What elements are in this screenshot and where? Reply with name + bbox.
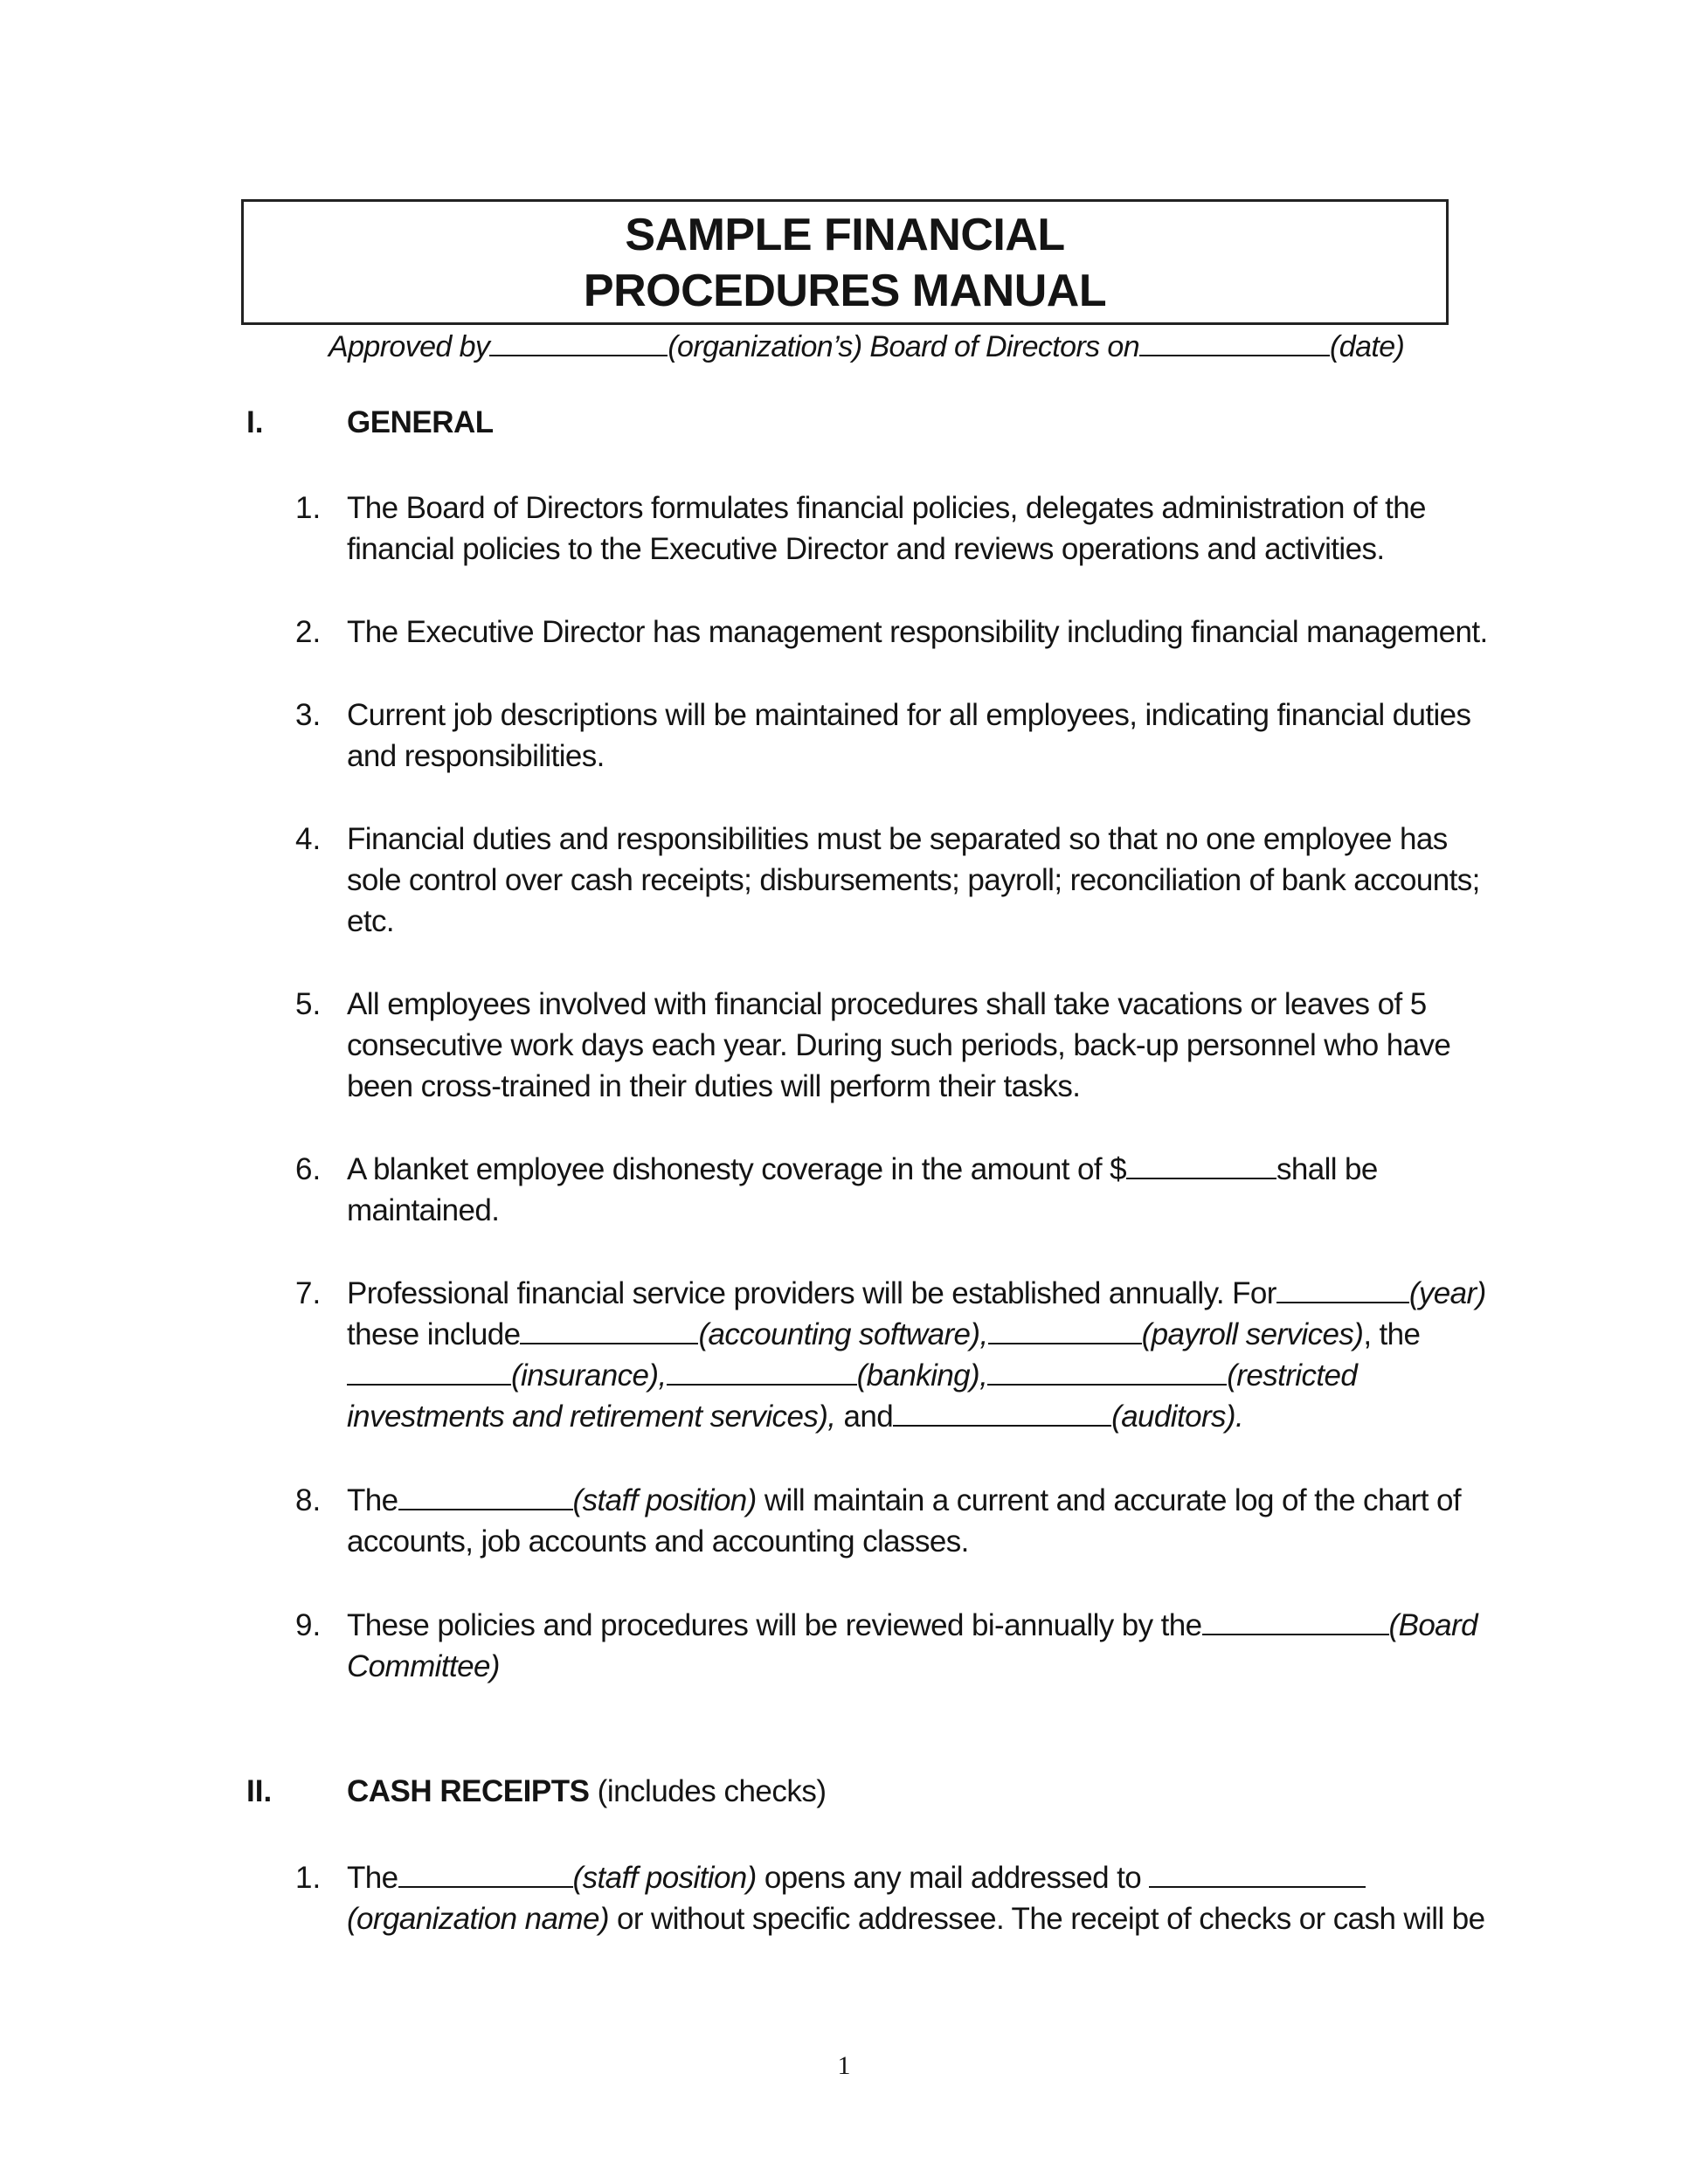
- payroll-services-blank: [988, 1317, 1142, 1344]
- item-2-text: [347, 612, 1488, 653]
- section-2-title: [347, 1773, 827, 1811]
- item-7-line-3: [347, 1355, 1448, 1396]
- staff-position-blank: [398, 1482, 573, 1510]
- banking-blank: [667, 1358, 857, 1386]
- date-label: (date): [1330, 330, 1405, 363]
- page-number: 1: [837, 2051, 851, 2080]
- item-3-number: 3.: [295, 698, 322, 732]
- item-3-line-1: Current job descriptions will be maintained for all employees, indicating financial duties: [347, 698, 1471, 732]
- item-4-number: 4.: [295, 822, 322, 856]
- item-1-line-2: financial policies to the Executive Director and reviews operations and activities.: [347, 532, 1385, 566]
- item-9-line-1: [347, 1605, 1477, 1646]
- title-line-1: SAMPLE FINANCIAL: [625, 210, 1065, 260]
- item-8-text-b: will maintain a current and accurate log of the chart of: [756, 1483, 1461, 1517]
- committee-label: Committee): [347, 1649, 500, 1683]
- item-1-number: 1.: [295, 491, 322, 525]
- item-7-number: 7.: [295, 1276, 322, 1310]
- payroll-services-label: (payroll services): [1141, 1317, 1364, 1351]
- restricted-investments-blank: [987, 1358, 1227, 1386]
- s2-item-1-text-b: opens any mail addressed to: [756, 1861, 1150, 1895]
- item-5-line-2: consecutive work days each year. During such periods, back-up personnel who have: [347, 1028, 1451, 1062]
- item-2-line-1: The Executive Director has management responsibility including financial management.: [347, 615, 1488, 649]
- auditors-label: (auditors).: [1111, 1400, 1244, 1434]
- item-9-text: [347, 1605, 1477, 1687]
- insurance-label: (insurance),: [511, 1358, 667, 1393]
- item-7-text-a: Professional financial service providers will be established annually. For: [347, 1276, 1276, 1310]
- item-6-text-b: shall be: [1276, 1152, 1378, 1186]
- accounting-software-blank: [520, 1317, 698, 1344]
- item-9-text-a: These policies and procedures will be reviewed bi-annually by the: [347, 1608, 1202, 1642]
- item-8-number: 8.: [295, 1483, 322, 1517]
- item-7-line-4: [347, 1396, 1448, 1437]
- section-2-number: II.: [246, 1774, 273, 1808]
- item-6-text: [347, 1149, 1448, 1231]
- item-1-text: [347, 487, 1448, 570]
- s2-staff-position-label: (staff position): [572, 1861, 757, 1895]
- section-2-heading: CASH RECEIPTS: [347, 1774, 590, 1808]
- item-6-line-2: maintained.: [347, 1193, 500, 1227]
- item-2-number: 2.: [295, 615, 322, 649]
- item-6-line-1: [347, 1149, 1448, 1190]
- item-4-line-2: sole control over cash receipts; disbursements; payroll; reconciliation of bank accounts;: [347, 863, 1480, 897]
- section-2-item-1-line-1: [347, 1857, 1448, 1898]
- section-2-subtitle: (includes checks): [589, 1774, 827, 1808]
- section-1-title: [347, 404, 494, 442]
- section-2-item-1-line-2: [347, 1898, 1485, 1939]
- item-4-line-1: Financial duties and responsibilities must be separated so that no one employee has: [347, 822, 1448, 856]
- item-7-line-2: [347, 1314, 1448, 1355]
- organization-blank: [489, 328, 668, 356]
- item-6-text-a: A blanket employee dishonesty coverage in the amount of $: [347, 1152, 1126, 1186]
- item-5-text: [347, 984, 1451, 1107]
- item-1-line-1: The Board of Directors formulates financial policies, delegates administration of the: [347, 491, 1426, 525]
- s2-staff-position-blank: [398, 1860, 573, 1888]
- item-3-text: [347, 695, 1471, 777]
- item-5-line-1: All employees involved with financial procedures shall take vacations or leaves of 5: [347, 987, 1427, 1021]
- accounting-software-label: (accounting software),: [698, 1317, 988, 1351]
- item-7-text-the: , the: [1363, 1317, 1421, 1351]
- insurance-blank: [347, 1358, 511, 1386]
- item-7-text-and: and: [835, 1400, 894, 1434]
- approved-middle-text: (organization’s) Board of Directors on: [668, 330, 1140, 363]
- item-4-line-3: etc.: [347, 904, 395, 938]
- item-7-text: [347, 1273, 1486, 1437]
- s2-item-1-text-c: or without specific addressee. The receipt of checks or cash will be: [608, 1902, 1485, 1936]
- item-8-line-1: [347, 1480, 1461, 1521]
- item-4-text: [347, 819, 1480, 942]
- organization-name-label: (organization name): [347, 1902, 609, 1936]
- item-5-number: 5.: [295, 987, 322, 1021]
- year-blank: [1276, 1275, 1409, 1303]
- approval-line: [329, 328, 1404, 364]
- coverage-amount-blank: [1126, 1151, 1276, 1179]
- item-3-line-2: and responsibilities.: [347, 739, 605, 773]
- approved-by-label: Approved by: [329, 330, 490, 363]
- staff-position-label: (staff position): [572, 1483, 757, 1517]
- organization-name-blank: [1149, 1860, 1366, 1888]
- item-7-line-1: [347, 1273, 1486, 1314]
- item-8-line-2: accounts, job accounts and accounting classes.: [347, 1524, 969, 1559]
- s2-item-1-text-a: The: [347, 1861, 398, 1895]
- item-9-number: 9.: [295, 1608, 322, 1642]
- item-5-line-3: been cross-trained in their duties will perform their tasks.: [347, 1069, 1081, 1103]
- board-label: (Board: [1388, 1608, 1477, 1642]
- title-box: [241, 199, 1449, 325]
- investments-label: investments and retirement services),: [347, 1400, 836, 1434]
- year-label: (year): [1408, 1276, 1486, 1310]
- item-6-number: 6.: [295, 1152, 322, 1186]
- item-7-text-b: these include: [347, 1317, 521, 1351]
- restricted-label: (restricted: [1227, 1358, 1358, 1393]
- auditors-blank: [893, 1399, 1111, 1427]
- section-1-number: I.: [246, 405, 264, 439]
- board-committee-blank: [1202, 1607, 1389, 1635]
- banking-label: (banking),: [856, 1358, 988, 1393]
- title-line-2: PROCEDURES MANUAL: [583, 266, 1107, 316]
- section-1-heading: GENERAL: [347, 405, 494, 439]
- item-9-line-2: [347, 1646, 1448, 1687]
- date-blank: [1139, 328, 1330, 356]
- item-8-text-a: The: [347, 1483, 398, 1517]
- section-2-item-1-number: 1.: [295, 1861, 322, 1895]
- item-8-text: [347, 1480, 1461, 1562]
- section-2-item-1-text: [347, 1857, 1485, 1939]
